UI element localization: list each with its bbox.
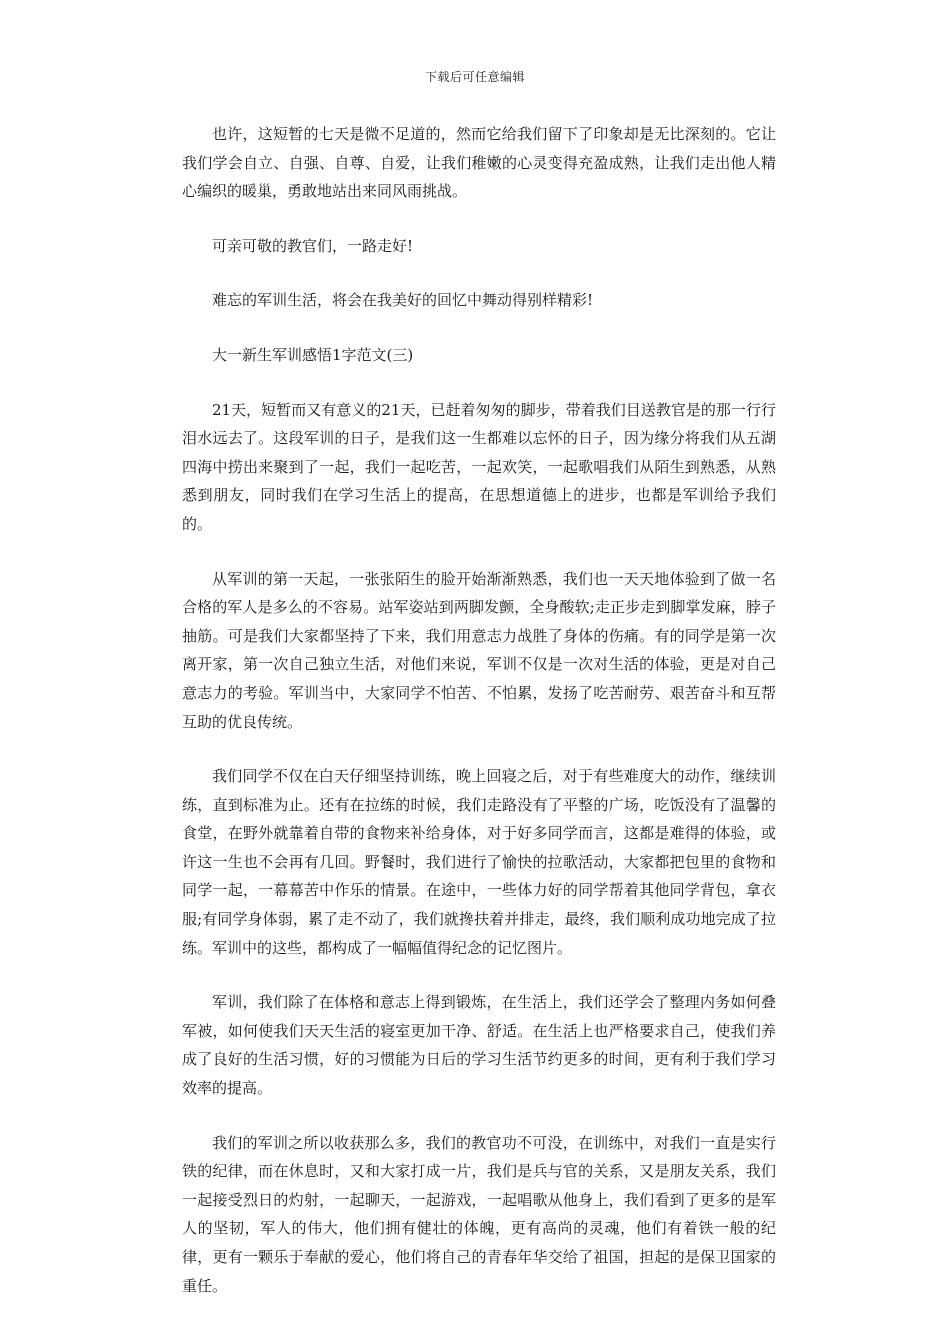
paragraph-7: 我们同学不仅在白天仔细坚持训练，晚上回寝之后，对于有些难度大的动作，继续训练，直到标准为止。还有在拉练的时候，我们走路没有了平整的广场，吃饭没有了温馨的食堂，在野外就靠着自带的食物来补给身体，对于好多同学而言，这都是难得的体验，或许这一生也不会再有几回。野餐时，我们进行了愉快的拉歌活动，大家都把包里的食物和同学一起，一幕幕苦中作乐的情景。在途中，一些体力好的同学帮着其他同学背包，拿衣服;有同学身体弱，累了走不动了，我们就搀扶着并排走，最终，我们顺利成功地完成了拉练。军训中的这些，都构成了一幅幅值得纪念的记忆图片。 — [182, 767, 776, 957]
paragraph-2: 可亲可敬的教官们，一路走好! — [212, 236, 414, 255]
paragraph-6: 从军训的第一天起，一张张陌生的脸开始渐渐熟悉，我们也一天天地体验到了做一名合格的军人是多么的不容易。站军姿站到两脚发颤，全身酸软;走正步走到脚掌发麻，脖子抽筋。可是我们大家都坚持了下来，我们用意志力战胜了身体的伤痛。有的同学是第一次离开家，第一次自己独立生活，对他们来说，军训不仅是一次对生活的体验，更是对自己意志力的考验。军训当中，大家同学不怕苦、不怕累，发扬了吃苦耐劳、艰苦奋斗和互帮互助的优良传统。 — [182, 569, 776, 731]
paragraph-3: 难忘的军训生活，将会在我美好的回忆中舞动得别样精彩! — [212, 291, 594, 310]
section-title: 大一新生军训感悟1字范文(三) — [212, 345, 414, 364]
paragraph-1: 也许，这短暂的七天是微不足道的，然而它给我们留下了印象却是无比深刻的。它让我们学会自立、自强、自尊、自爱，让我们稚嫩的心灵变得充盈成熟，让我们走出他人精心编织的暖巢，勇敢地站出来同风雨挑战。 — [182, 125, 776, 201]
page-header: 下载后可任意编辑 — [424, 70, 525, 84]
paragraph-8: 军训，我们除了在体格和意志上得到锻炼，在生活上，我们还学会了整理内务如何叠军被，如何使我们天天生活的寝室更加干净、舒适。在生活上也严格要求自己，使我们养成了良好的生活习惯，好的习惯能为日后的学习生活节约更多的时间，更有利于我们学习效率的提高。 — [182, 993, 776, 1098]
paragraph-5: 21天，短暂而又有意义的21天，已赶着匆匆的脚步，带着我们目送教官是的那一行行泪水远去了。这段军训的日子，是我们这一生都难以忘怀的日子，因为缘分将我们从五湖四海中捞出来聚到了一起，我们一起吃苦，一起欢笑，一起歌唱我们从陌生到熟悉，从熟悉到朋友，同时我们在学习生活上的提高，在思想道德上的进步，也都是军训给予我们的。 — [182, 400, 776, 533]
document-body — [182, 120, 776, 1326]
paragraph-9: 我们的军训之所以收获那么多，我们的教官功不可没，在训练中，对我们一直是实行铁的纪律，而在休息时，又和大家打成一片，我们是兵与官的关系，又是朋友关系，我们一起接受烈日的灼射，一起聊天，一起游戏，一起唱歌从他身上，我们看到了更多的是军人的坚韧，军人的伟大，他们拥有健壮的体魄，更有高尚的灵魂，他们有着铁一般的纪律，更有一颗乐于奉献的爱心，他们将自己的青春年华交给了祖国，担起的是保卫国家的重任。 — [182, 1133, 776, 1295]
